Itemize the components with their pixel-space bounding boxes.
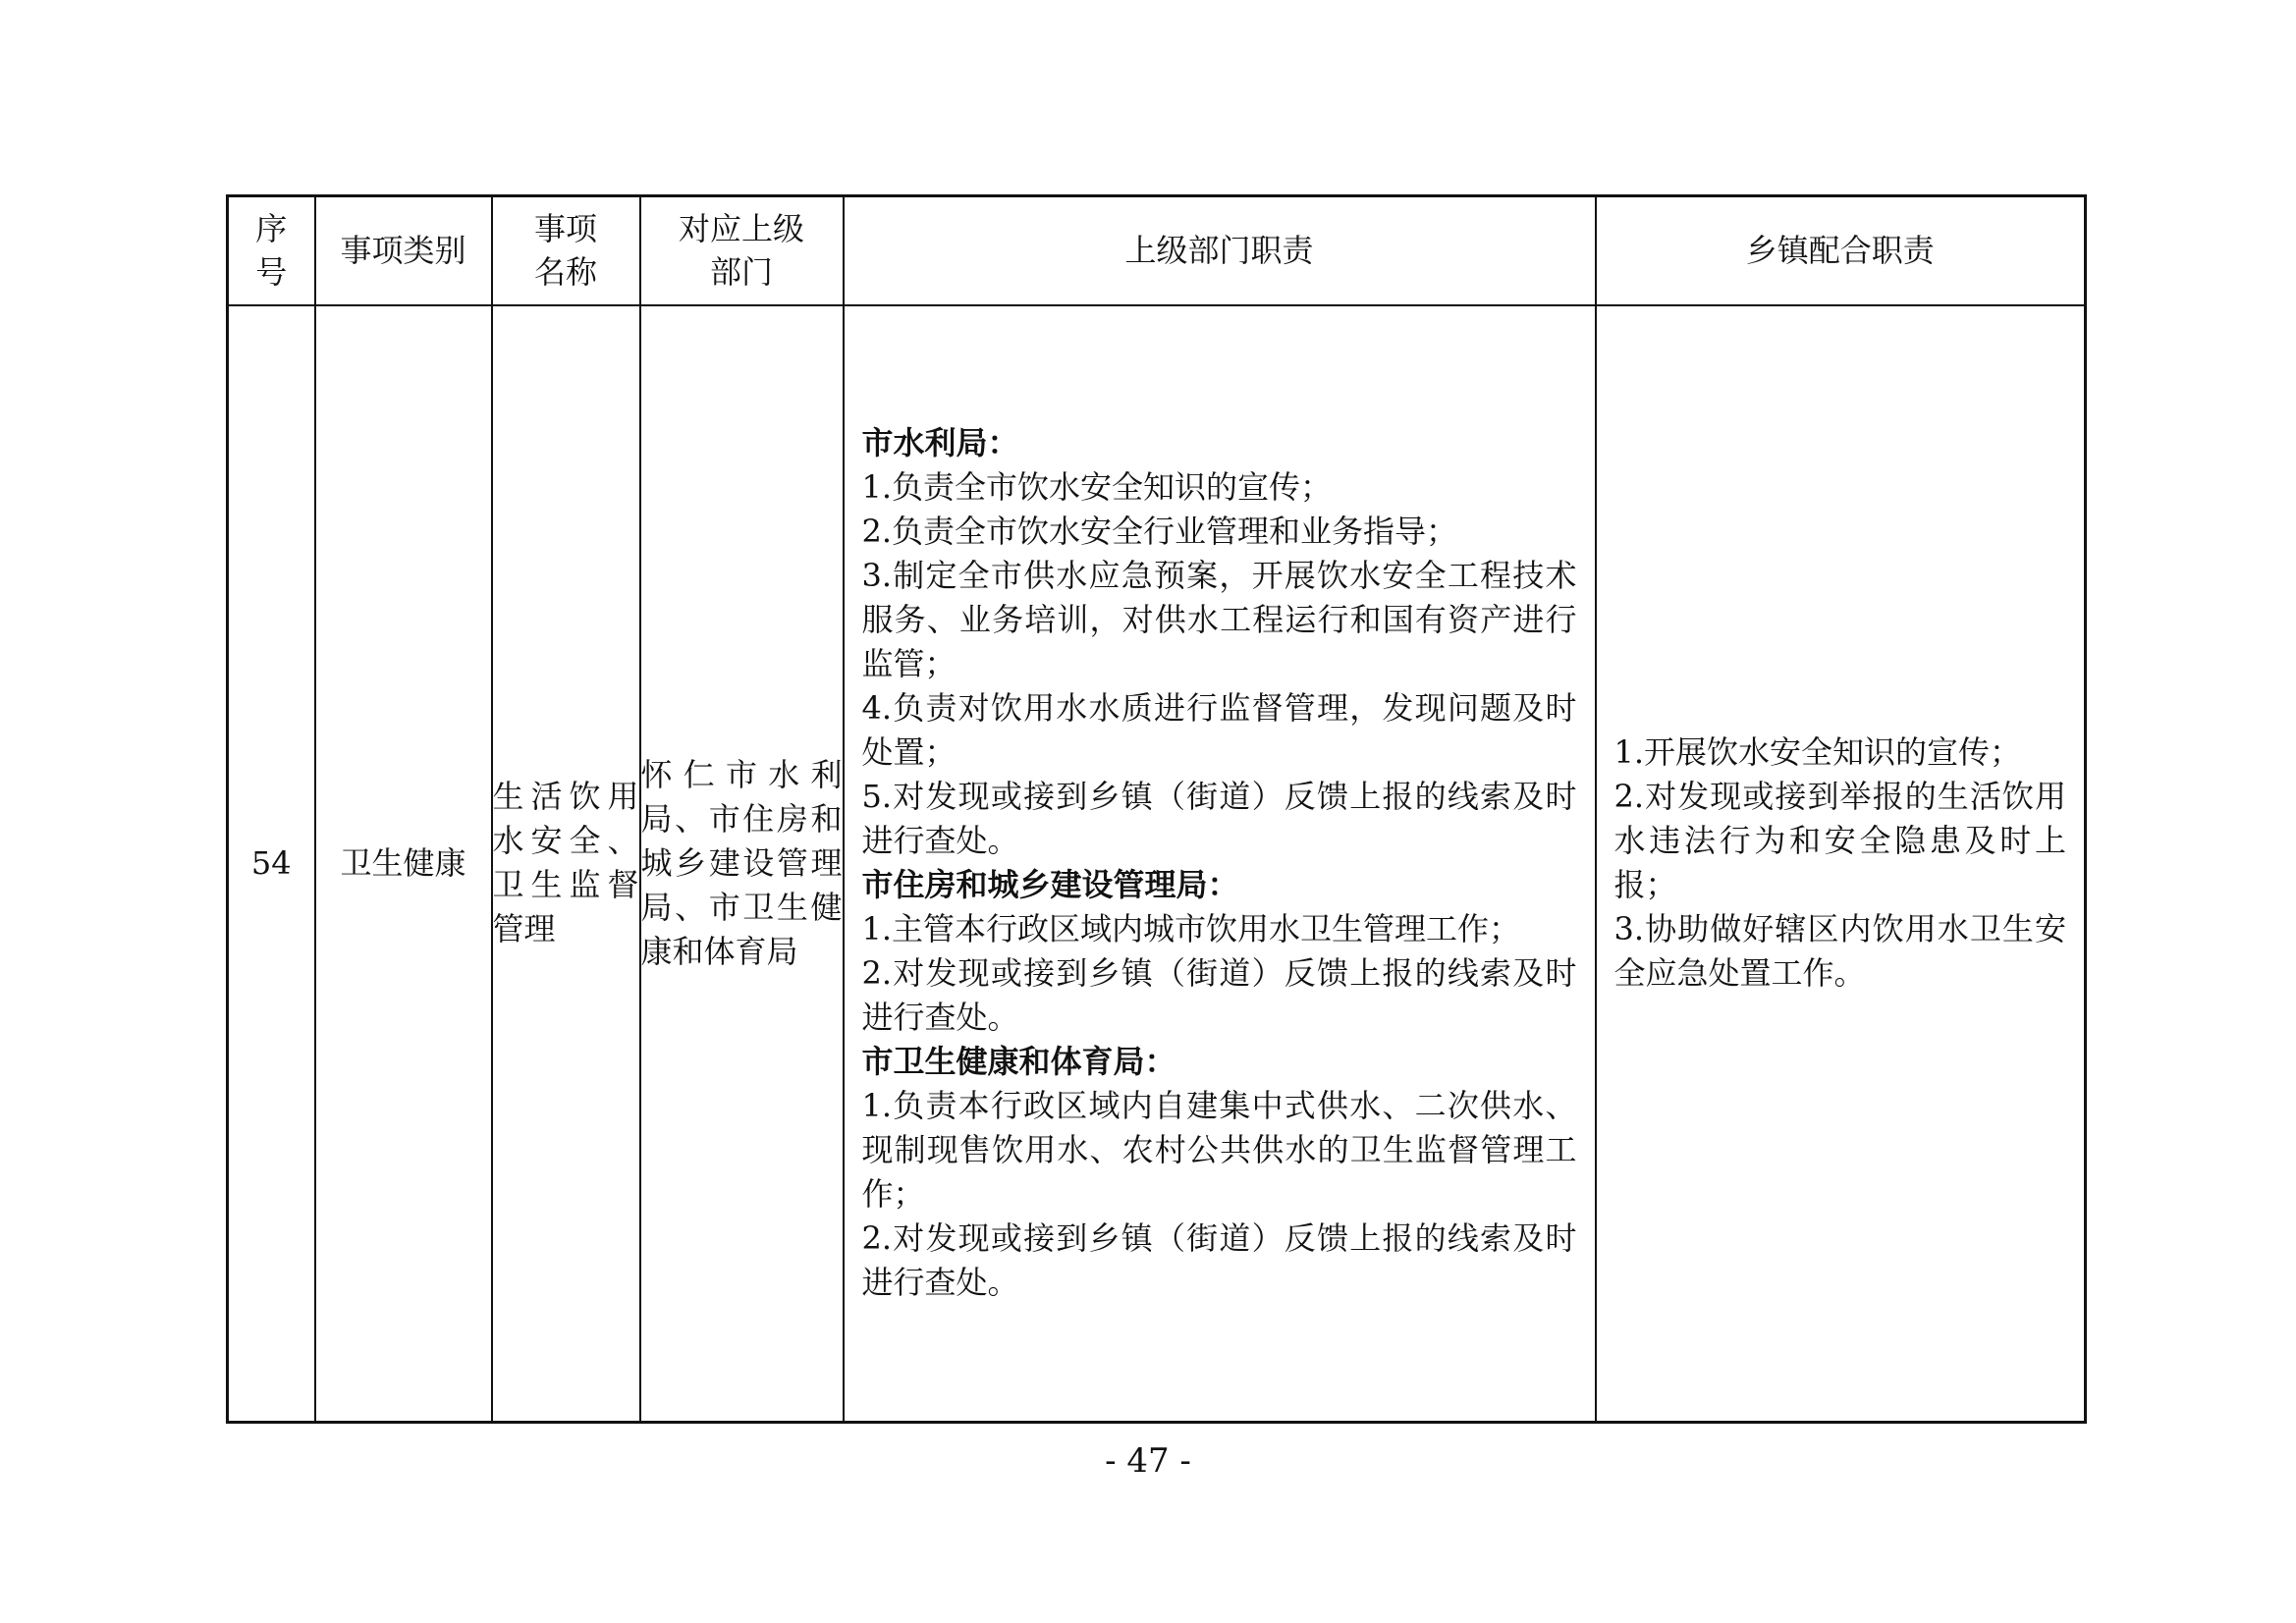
- duty-item: 2.对发现或接到乡镇（街道）反馈上报的线索及时进行查处。: [861, 1219, 1577, 1302]
- header-town-duty: 乡镇配合职责: [1596, 196, 2086, 305]
- duty-item: 1.主管本行政区域内城市饮用水卫生管理工作；: [861, 910, 1521, 948]
- town-duty-item: 3.协助做好辖区内饮用水卫生安全应急处置工作。: [1613, 910, 2066, 993]
- town-duty-list: [1597, 730, 2085, 996]
- duty-item: 4.负责对饮用水水质进行监督管理，发现问题及时处置；: [861, 689, 1577, 772]
- row-seq: 54: [228, 305, 315, 1423]
- header-seq: 序号: [228, 196, 315, 305]
- page-number: - 47 -: [1105, 1441, 1191, 1481]
- dept-section-title: 市住房和城乡建设管理局：: [861, 866, 1239, 904]
- upper-duty-list: [845, 421, 1595, 1305]
- table-row: [228, 305, 2086, 1423]
- town-duty-item: 1.开展饮水安全知识的宣传；: [1613, 733, 2022, 772]
- header-upper-duty: 上级部门职责: [844, 196, 1596, 305]
- row-dept: 怀仁市水利局、市住房和城乡建设管理局、市卫生健康和体育局: [640, 305, 844, 1423]
- header-category: 事项类别: [315, 196, 492, 305]
- duty-item: 2.对发现或接到乡镇（街道）反馈上报的线索及时进行查处。: [861, 954, 1577, 1037]
- duty-item: 2.负责全市饮水安全行业管理和业务指导；: [861, 513, 1458, 551]
- header-item: 事项名称: [492, 196, 640, 305]
- duty-item: 1.负责本行政区域内自建集中式供水、二次供水、现制现售饮用水、农村公共供水的卫生监督管理工作；: [861, 1087, 1577, 1214]
- dept-section-title: 市卫生健康和体育局：: [861, 1043, 1176, 1081]
- duty-item: 5.对发现或接到乡镇（街道）反馈上报的线索及时进行查处。: [861, 778, 1577, 860]
- table-header-row: [228, 196, 2086, 305]
- row-town-duty: [1596, 305, 2086, 1423]
- responsibility-table: [226, 194, 2087, 1424]
- dept-section-title: 市水利局：: [861, 424, 1019, 462]
- header-dept: 对应上级部门: [640, 196, 844, 305]
- row-upper-duty: [844, 305, 1596, 1423]
- duty-item: 1.负责全市饮水安全知识的宣传；: [861, 468, 1333, 507]
- row-category: 卫生健康: [315, 305, 492, 1423]
- town-duty-item: 2.对发现或接到举报的生活饮用水违法行为和安全隐患及时上报；: [1613, 778, 2066, 904]
- duty-item: 3.制定全市供水应急预案，开展饮水安全工程技术服务、业务培训，对供水工程运行和国有资产进行监管；: [861, 557, 1577, 683]
- row-item: 生活饮用水安全、卫生监督管理: [492, 305, 640, 1423]
